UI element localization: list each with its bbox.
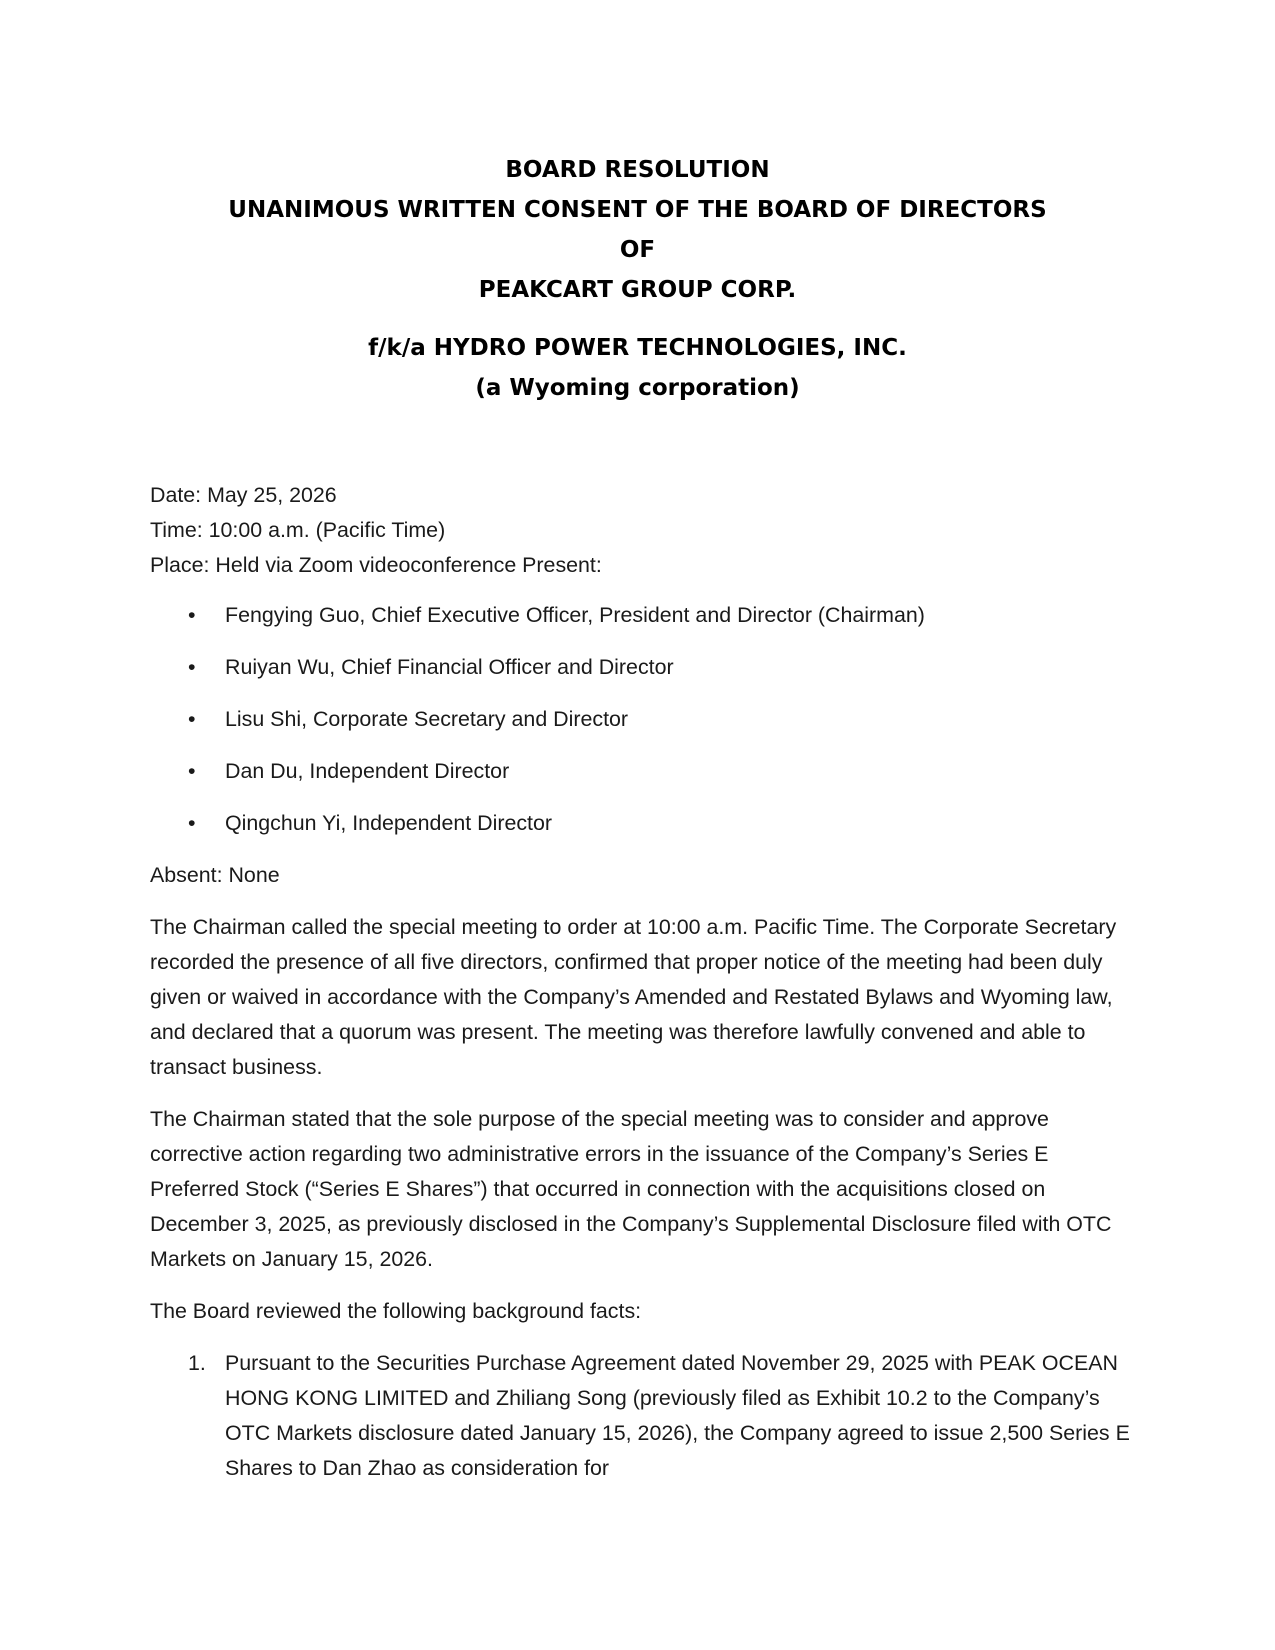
director-entry: Dan Du, Independent Director	[225, 759, 510, 783]
title-unanimous-consent: UNANIMOUS WRITTEN CONSENT OF THE BOARD OF DIRECTORS	[228, 197, 1047, 223]
meeting-time: Time: 10:00 a.m. (Pacific Time)	[150, 518, 446, 542]
list-item	[150, 754, 1135, 789]
bullet-icon: •	[188, 811, 196, 835]
list-item	[150, 650, 1135, 685]
present-directors-list	[150, 598, 1135, 841]
title-former-name: f/k/a HYDRO POWER TECHNOLOGIES, INC.	[368, 335, 907, 361]
title-of: OF	[619, 237, 656, 263]
title-jurisdiction: (a Wyoming corporation)	[475, 375, 800, 401]
title-company-name: PEAKCART GROUP CORP.	[478, 277, 797, 303]
list-item	[150, 598, 1135, 633]
title-board-resolution: BOARD RESOLUTION	[505, 157, 770, 183]
list-item	[150, 806, 1135, 841]
bullet-icon: •	[188, 759, 196, 783]
paragraph-purpose: The Chairman stated that the sole purpose of the special meeting was to consider and approve corrective action regarding two administrative errors in the issuance of the Company’s Series E Preferred Stock (“Series E Shares”) that occurred in connection with the acquisitions closed on December 3, 2025, as previously disclosed in the Company’s Supplemental Disclosure filed with OTC Markets on January 15, 2026.	[150, 1107, 1112, 1271]
meeting-place: Place: Held via Zoom videoconference Present:	[150, 553, 602, 577]
bullet-icon: •	[188, 707, 196, 731]
director-entry: Lisu Shi, Corporate Secretary and Director	[225, 707, 629, 731]
director-entry: Fengying Guo, Chief Executive Officer, President and Director (Chairman)	[225, 603, 925, 627]
bullet-icon: •	[188, 655, 196, 679]
bullet-icon: •	[188, 603, 196, 627]
background-facts-list	[150, 1346, 1135, 1486]
paragraph-call-to-order: The Chairman called the special meeting to order at 10:00 a.m. Pacific Time. The Corporate Secretary recorded the presence of all five directors, confirmed that proper notice of the meeting had been duly given or waived in accordance with the Company’s Amended and Restated Bylaws and Wyoming law, and declared that a quorum was present. The meeting was therefore lawfully convened and able to transact business.	[150, 915, 1117, 1079]
paragraph-background-intro: The Board reviewed the following background facts:	[150, 1299, 642, 1323]
fact-text: Pursuant to the Securities Purchase Agreement dated November 29, 2025 with PEAK OCEAN HONG KONG LIMITED and Zhiliang Song (previously filed as Exhibit 10.2 to the Company’s OTC Markets disclosure dated January 15, 2026), the Company agreed to issue 2,500 Series E Shares to Dan Zhao as consideration for	[225, 1351, 1130, 1480]
list-item	[150, 702, 1135, 737]
absent-line: Absent: None	[150, 863, 280, 887]
list-item	[150, 1346, 1135, 1486]
director-entry: Qingchun Yi, Independent Director	[225, 811, 553, 835]
director-entry: Ruiyan Wu, Chief Financial Officer and Director	[225, 655, 674, 679]
resolution-title-block	[0, 150, 1275, 408]
resolution-body	[150, 478, 1135, 1486]
meeting-date: Date: May 25, 2026	[150, 483, 337, 507]
fact-number: 1.	[188, 1351, 206, 1375]
